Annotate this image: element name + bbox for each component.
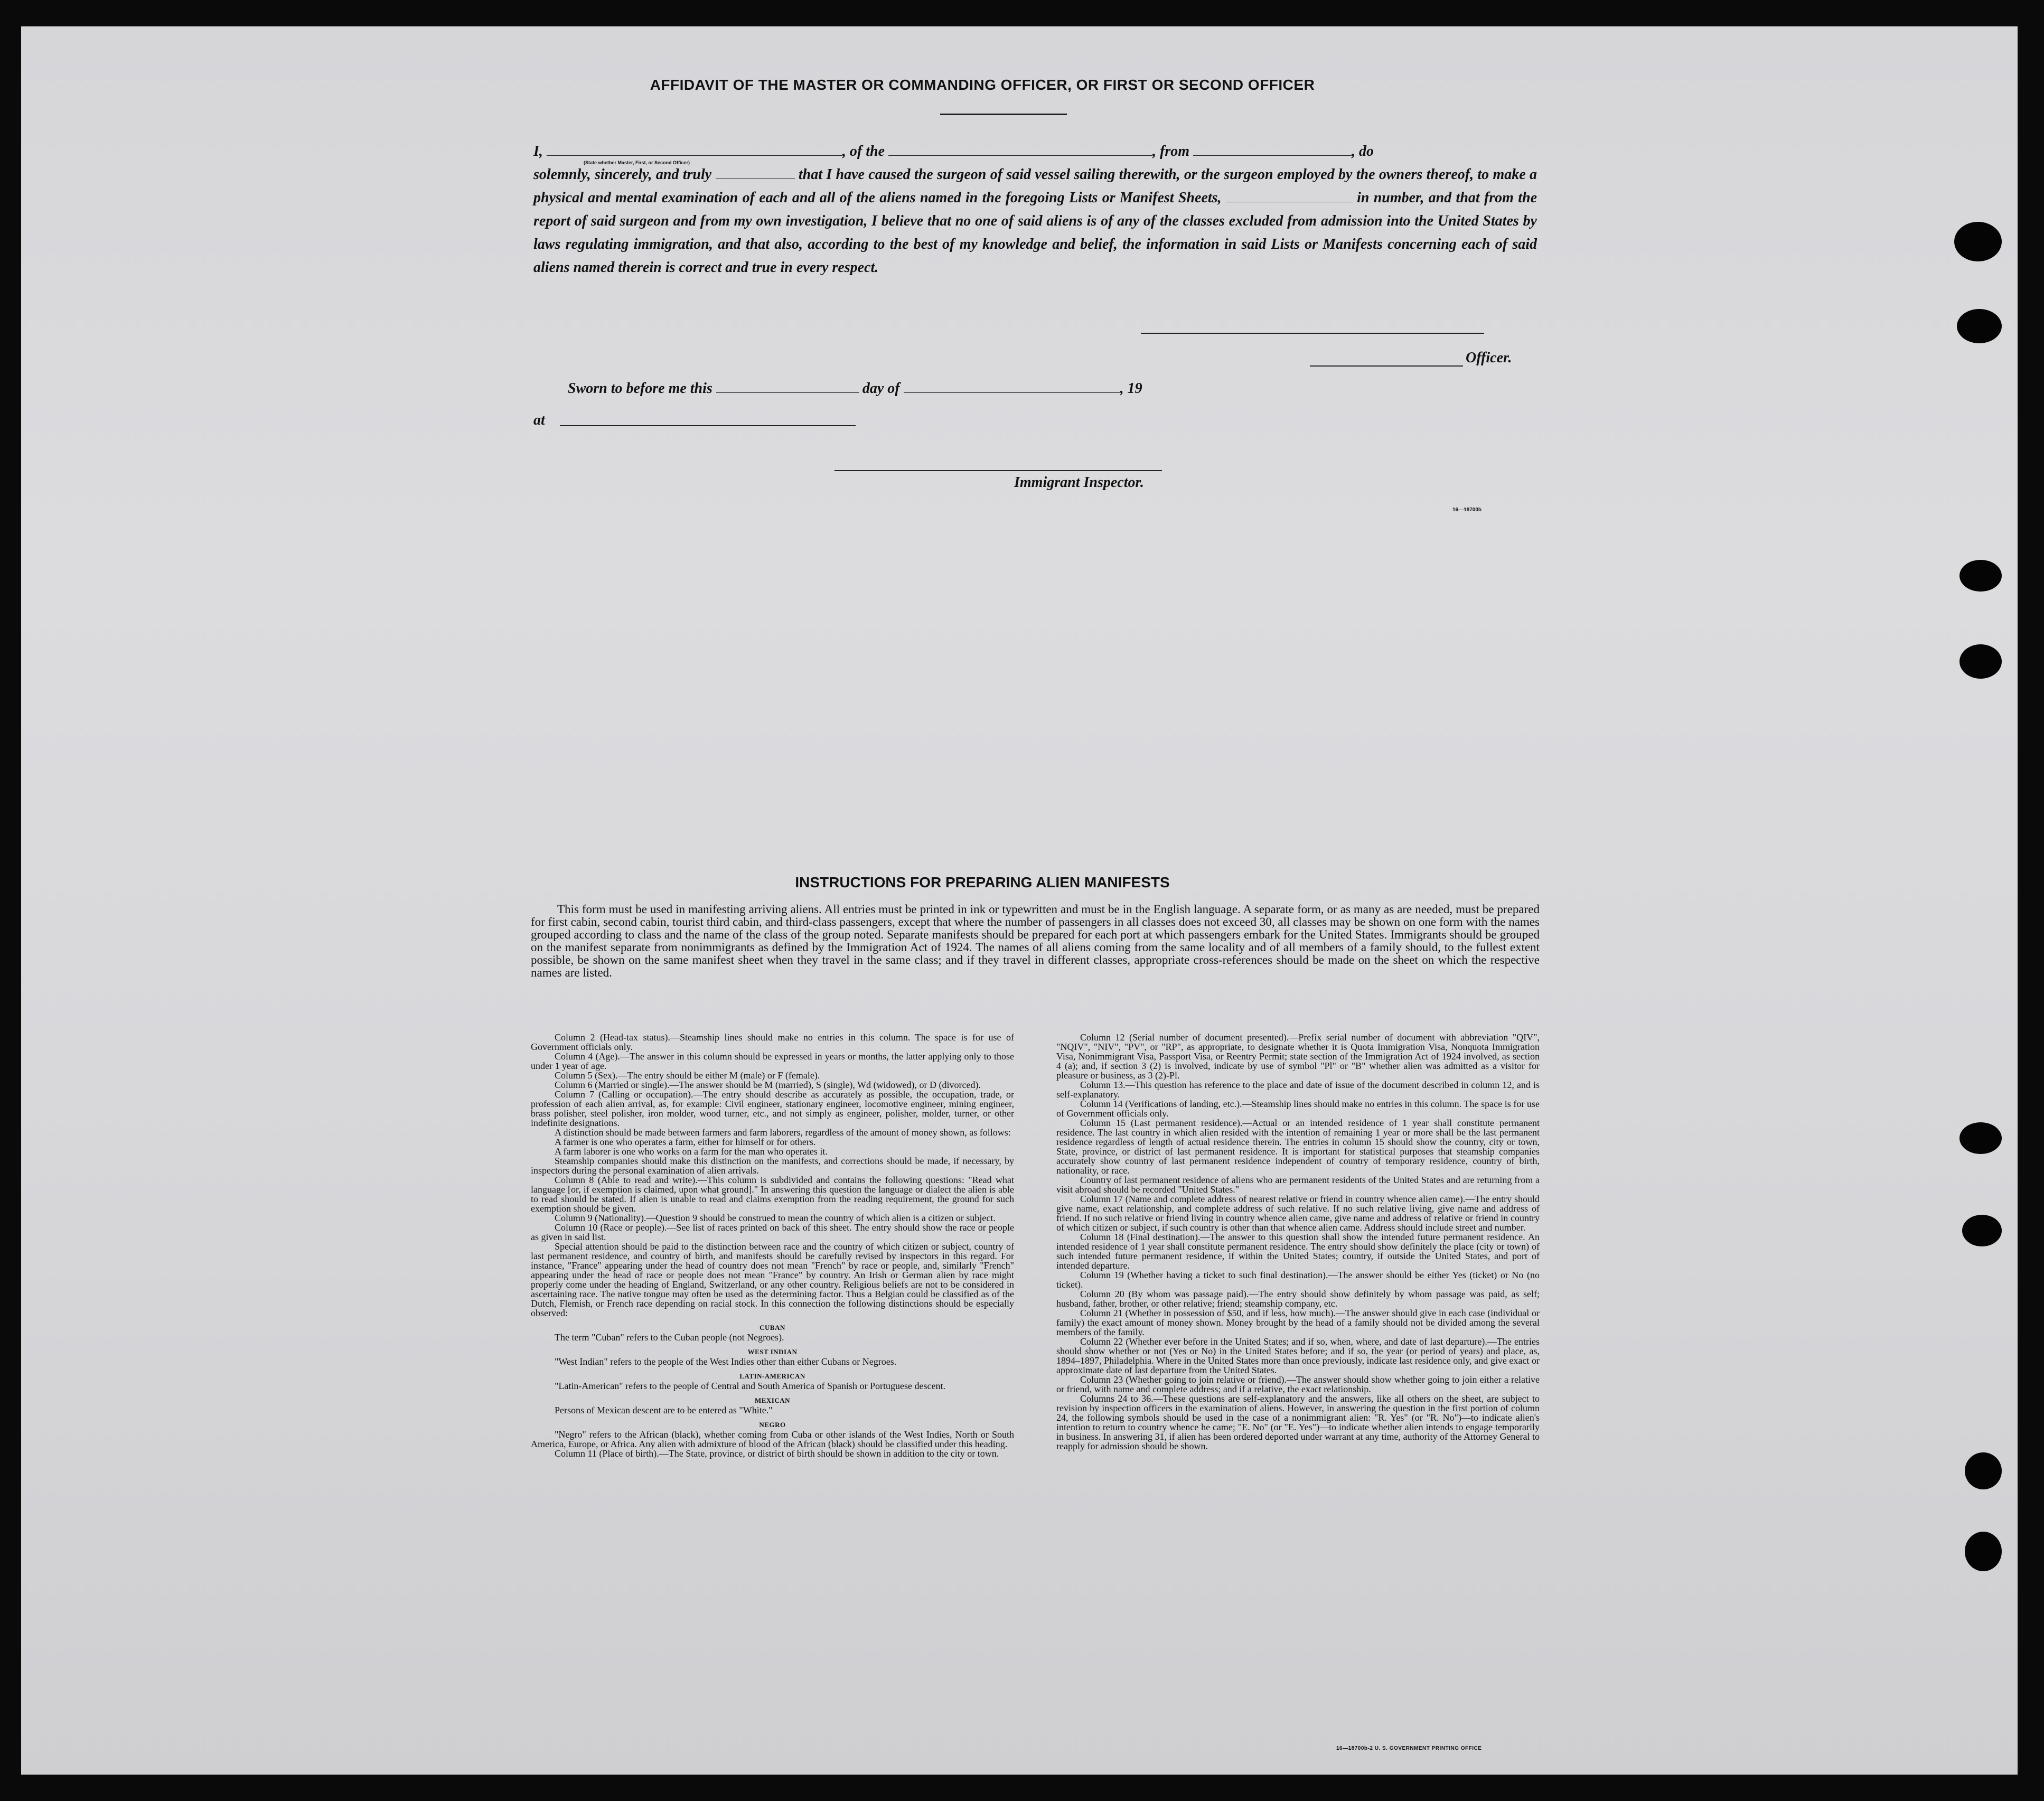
manifest-sheet <box>21 26 2018 1775</box>
instruction-paragraph: A distinction should be made between farmers and farm laborers, regardless of the amount of money shown, as follows: <box>555 1127 1011 1138</box>
instruction-paragraph: Country of last permanent residence of aliens who are permanent residents of the United States and are returning from a visit abroad should be recorded "United States." <box>1056 1175 1540 1195</box>
inspector-label: Immigrant Inspector. <box>1014 474 1144 491</box>
affidavit-word-do: , do <box>1352 143 1374 160</box>
punch-hole <box>1957 309 2002 343</box>
affidavit-word-i: I, <box>533 143 543 160</box>
sworn-year-label: , 19 <box>1120 380 1142 397</box>
instruction-paragraph: Column 12 (Serial number of document presented).—Prefix serial number of document with abbreviation "QIV", "NQIV", "NIV", "PV", or "RP", as appropriate, to designate whether it is Quota Immigration Visa, Nonquota Immigration Visa, Nonimmigrant Visa, Passport Visa, or Reentry Permit; state section of the Immigration Act of 1924 involved, as section 4 (a); and, if section 3 (2) is involved, indicate by use of symbol "Pl" or "B" whether alien was admitted as a visitor for pleasure or business, as 3 (2)-Pl. <box>1056 1032 1540 1081</box>
instruction-paragraph: A farmer is one who operates a farm, either for himself or for others. <box>555 1137 816 1147</box>
instructions-title: INSTRUCTIONS FOR PREPARING ALIEN MANIFESTS <box>795 874 1170 890</box>
instruction-paragraph: Column 5 (Sex).—The entry should be either M (male) or F (female). <box>555 1070 820 1081</box>
race-note: "Negro" refers to the African (black), whether coming from Cuba or other islands of the West Indies, North or South America, Europe, or Africa. Any alien with admixture of blood of the African (black) should be classified under this heading. <box>531 1429 1014 1449</box>
instruction-paragraph: Steamship companies should make this distinction on the manifests, and corrections should be made, if necessary, by inspectors during the personal examination of alien arrivals. <box>531 1156 1014 1176</box>
inspector-signature-line[interactable] <box>835 470 1162 471</box>
race-note: Persons of Mexican descent are to be entered as "White." <box>555 1405 773 1415</box>
affidavit-title: AFFIDAVIT OF THE MASTER OR COMMANDING OFFICER, OR FIRST OR SECOND OFFICER <box>650 77 1315 93</box>
instruction-paragraph: Column 13.—This question has reference to the place and date of issue of the document described in column 12, and is self-explanatory. <box>1056 1080 1540 1100</box>
instruction-paragraph: Column 7 (Calling or occupation).—The entry should describe as accurately as possible, the occupation, trade, or profession of each alien arrival, as, for example: Civil engineer, stationary engineer, locomotive engineer, mining engineer, brass polisher, steel polisher, iron molder, wood turner, etc., and not simply as engineer, polisher, molder, turner, or other indefinite designations. <box>531 1089 1014 1128</box>
punch-hole <box>1959 560 2002 592</box>
punch-hole <box>1959 1122 2002 1154</box>
title-divider <box>940 114 1067 115</box>
affidavit-solemnly: solemnly, sincerely, and truly <box>533 166 712 183</box>
race-heading: LATIN-AMERICAN <box>739 1372 805 1380</box>
race-heading: NEGRO <box>759 1421 786 1429</box>
punch-hole <box>1965 1532 2002 1571</box>
manifest-count-blank[interactable] <box>1226 191 1353 202</box>
instruction-paragraph: Column 19 (Whether having a ticket to such final destination).—The answer should be either Yes (ticket) or No (no ticket). <box>1056 1270 1540 1290</box>
instruction-paragraph: Column 2 (Head-tax status).—Steamship lines should make no entries in this column. The space is for use of Government officials only. <box>531 1032 1014 1052</box>
punch-hole <box>1962 1215 2002 1246</box>
sworn-statement <box>568 380 1142 397</box>
officer-rank-note: (State whether Master, First, or Second Officer) <box>584 160 690 165</box>
instruction-paragraph: Column 6 (Married or single).—The answer should be M (married), S (single), Wd (widowed), or D (divorced). <box>555 1080 981 1090</box>
vessel-name-blank[interactable] <box>888 145 1152 156</box>
punch-hole <box>1954 222 2002 261</box>
instruction-paragraph: Column 11 (Place of birth).—The State, province, or district of birth should be shown in addition to the city or town. <box>555 1448 999 1459</box>
officer-label: Officer. <box>1466 350 1512 366</box>
officer-signature-line[interactable] <box>1141 333 1484 334</box>
instruction-paragraph: Column 14 (Verifications of landing, etc.).—Steamship lines should make no entries in this column. The space is for use of Government officials only. <box>1056 1099 1540 1119</box>
instruction-paragraph: Column 23 (Whether going to join relative or friend).—The answer should show whether going to join either a relative or friend, with name and complete address; and if a relative, the exact relationship. <box>1056 1374 1540 1394</box>
punch-hole <box>1965 1452 2002 1489</box>
affidavit-word-of-the: , of the <box>842 143 885 160</box>
oath-type-blank[interactable] <box>716 168 795 179</box>
instructions-intro: This form must be used in manifesting arriving aliens. All entries must be printed in ink or typewritten and must be in the English language. A separate form, or as many as are needed, must be prepared for first cabin, second cabin, tourist third cabin, and third-class passengers, except that where the number of passengers in all classes does not exceed 30, all classes may be shown on one form with the names grouped according to class and the name of the class of the group noted. Separate manifests should be prepared for each port at which passengers embark for the United States. Immigrants should be grouped on the manifest separate from nonimmigrants as defined by the Immigration Act of 1924. The names of all aliens coming from the same locality and of all members of a family should, to the fullest extent possible, be shown on the same manifest sheet when they travel in the same class; and if they travel in different classes, appropriate cross-references should be made on the sheet on which the respective names are listed. <box>531 903 1540 979</box>
race-note: The term "Cuban" refers to the Cuban people (not Negroes). <box>555 1332 784 1343</box>
instruction-paragraph: Column 22 (Whether ever before in the United States; and if so, when, where, and date of last departure).—The entries should show whether or not (Yes or No) in the United States before; and if so, the year (or period of years) and place, as, 1894–1897, Philadelphia. Where in the United States more than once previously, indicate last residence only, and give exact or approximate date of last departure from the United States. <box>1056 1336 1540 1375</box>
sworn-place-line[interactable] <box>560 425 856 426</box>
printing-office-footer: 16—18700b-2 U. S. GOVERNMENT PRINTING OFFICE <box>1336 1746 1482 1751</box>
race-heading: WEST INDIAN <box>747 1348 798 1356</box>
instruction-paragraph: Column 20 (By whom was passage paid).—The entry should show definitely by whom passage was paid, as self; husband, father, brother, or other relative; friend; steamship company, etc. <box>1056 1289 1540 1309</box>
affidavit-text-1: that I have caused the surgeon of said vessel sailing therewith, or the surgeon employed by the owners thereof, to make a physical and mental examination of each and all of the aliens named in the foregoing Lists or Manifest Sheets, <box>533 166 1537 206</box>
instructions-left-column <box>531 1033 1014 1458</box>
affidavit-line-1 <box>533 140 1537 163</box>
instruction-paragraph: Column 15 (Last permanent residence).—Actual or an intended residence of 1 year shall constitute permanent residence. The last country in which alien resided with the intention of remaining 1 year or more shall be the last permanent residence regardless of length of actual residence therein. The entries in column 15 should show the country, city or town, State, province, or district of last permanent residence. It is important for statistical purposes that steamship companies accurately show country of last permanent residence independent of country of temporary residence, country of birth, nationality, or race. <box>1056 1118 1540 1176</box>
instruction-paragraph: Special attention should be paid to the distinction between race and the country of which citizen or subject, country of last permanent residence, and country of birth, and manifests should be carefully revised by inspectors in this regard. For instance, "France" appearing under the head of country does not mean "French" by race or people, and, similarly "French" appearing under the head of race or people does not mean "France" by country. An Irish or German alien by race might properly come under the heading of England, Switzerland, or any other country. Religious beliefs are not to be considered in ascertaining race. The native tongue may often be used as the determining factor. Thus a Belgian could be classified as of the Dutch, Flemish, or French race depending on racial stock. In this connection the following distinctions should be especially observed: <box>531 1241 1014 1318</box>
instruction-paragraph: Column 9 (Nationality).—Question 9 should be construed to mean the country of which alien is a citizen or subject. <box>555 1213 996 1223</box>
instruction-paragraph: Columns 24 to 36.—These questions are self-explanatory and the answers, like all others on the sheet, are subject to revision by inspection officers in the examination of aliens. However, in answering the question in the first portion of column 24, the following symbols should be used in the case of a nonimmigrant alien: "R. Yes" (or "R. No")—to indicate alien's intention to return to country whence he came; "E. No" (or "E. Yes")—to indicate whether alien intends to engage temporarily in business. In answering 31, if alien has been ordered deported under warrant at any time, authority of the Attorney General to reapply for admission should be shown. <box>1056 1393 1540 1451</box>
instructions-right-column <box>1056 1033 1540 1451</box>
at-label: at <box>533 412 545 428</box>
sworn-prefix: Sworn to before me this <box>568 380 712 397</box>
sworn-day-blank[interactable] <box>716 392 859 393</box>
sworn-month-blank[interactable] <box>904 392 1120 393</box>
officer-rank-blank[interactable] <box>547 145 842 156</box>
race-heading: CUBAN <box>760 1324 785 1331</box>
instruction-paragraph: Column 18 (Final destination).—The answer to this question shall show the intended future permanent residence. An intended residence of 1 year shall constitute permanent residence. The entry should show definitely the place (city or town) of such intended future permanent residence, if within the United States; country, if outside the United States, and port of intended departure. <box>1056 1232 1540 1271</box>
instruction-paragraph: Column 21 (Whether in possession of $50, and if less, how much).—The answer should give in each case (individual or family) the exact amount of money shown. Money brought by the head of a family should not be divided among the several members of the family. <box>1056 1308 1540 1337</box>
affidavit-body <box>533 140 1537 279</box>
instruction-paragraph: A farm laborer is one who works on a farm for the man who operates it. <box>555 1146 828 1157</box>
officer-title-line[interactable] <box>1310 365 1463 367</box>
race-note: "Latin-American" refers to the people of Central and South America of Spanish or Portuguese descent. <box>555 1381 945 1391</box>
affidavit-text-2: in number, and that from the report of said surgeon and from my own investigation, I believe that no one of said aliens is of any of the classes excluded from admission into the United States by laws regulating immigration, and that also, according to the best of my knowledge and belief, the information in said Lists or Manifests concerning each of said aliens named therein is correct and true in every respect. <box>533 190 1537 276</box>
affidavit-word-from: , from <box>1152 143 1190 160</box>
race-note: "West Indian" refers to the people of the West Indies other than either Cubans or Negroes. <box>555 1356 897 1367</box>
instruction-paragraph: Column 4 (Age).—The answer in this column should be expressed in years or months, the latter applying only to those under 1 year of age. <box>531 1051 1014 1071</box>
race-heading: MEXICAN <box>754 1396 791 1404</box>
instruction-paragraph: Column 17 (Name and complete address of nearest relative or friend in country whence alien came).—The entry should give name, exact relationship, and complete address of such relative. If no such relative living, give name and address of friend. If no such relative or friend living in country whence alien came, give name and address of relative or friend in country of which citizen or subject, if such country is other than that whence alien came. Address should include street and number. <box>1056 1194 1540 1233</box>
sworn-day-label: day of <box>862 380 900 397</box>
departure-port-blank[interactable] <box>1193 145 1352 156</box>
form-number: 16—18700b <box>1452 507 1482 513</box>
instruction-paragraph: Column 8 (Able to read and write).—This column is subdivided and contains the following questions: "Read what language [or, if exemption is claimed, upon what ground]." In answering this question the language or dialect the alien is able to read should be stated. If alien is unable to read and claims exemption from the reading requirement, the ground for such exemption should be given. <box>531 1175 1014 1214</box>
punch-hole <box>1959 644 2002 679</box>
instruction-paragraph: Column 10 (Race or people).—See list of races printed on back of this sheet. The entry should show the race or people as given in said list. <box>531 1222 1014 1242</box>
